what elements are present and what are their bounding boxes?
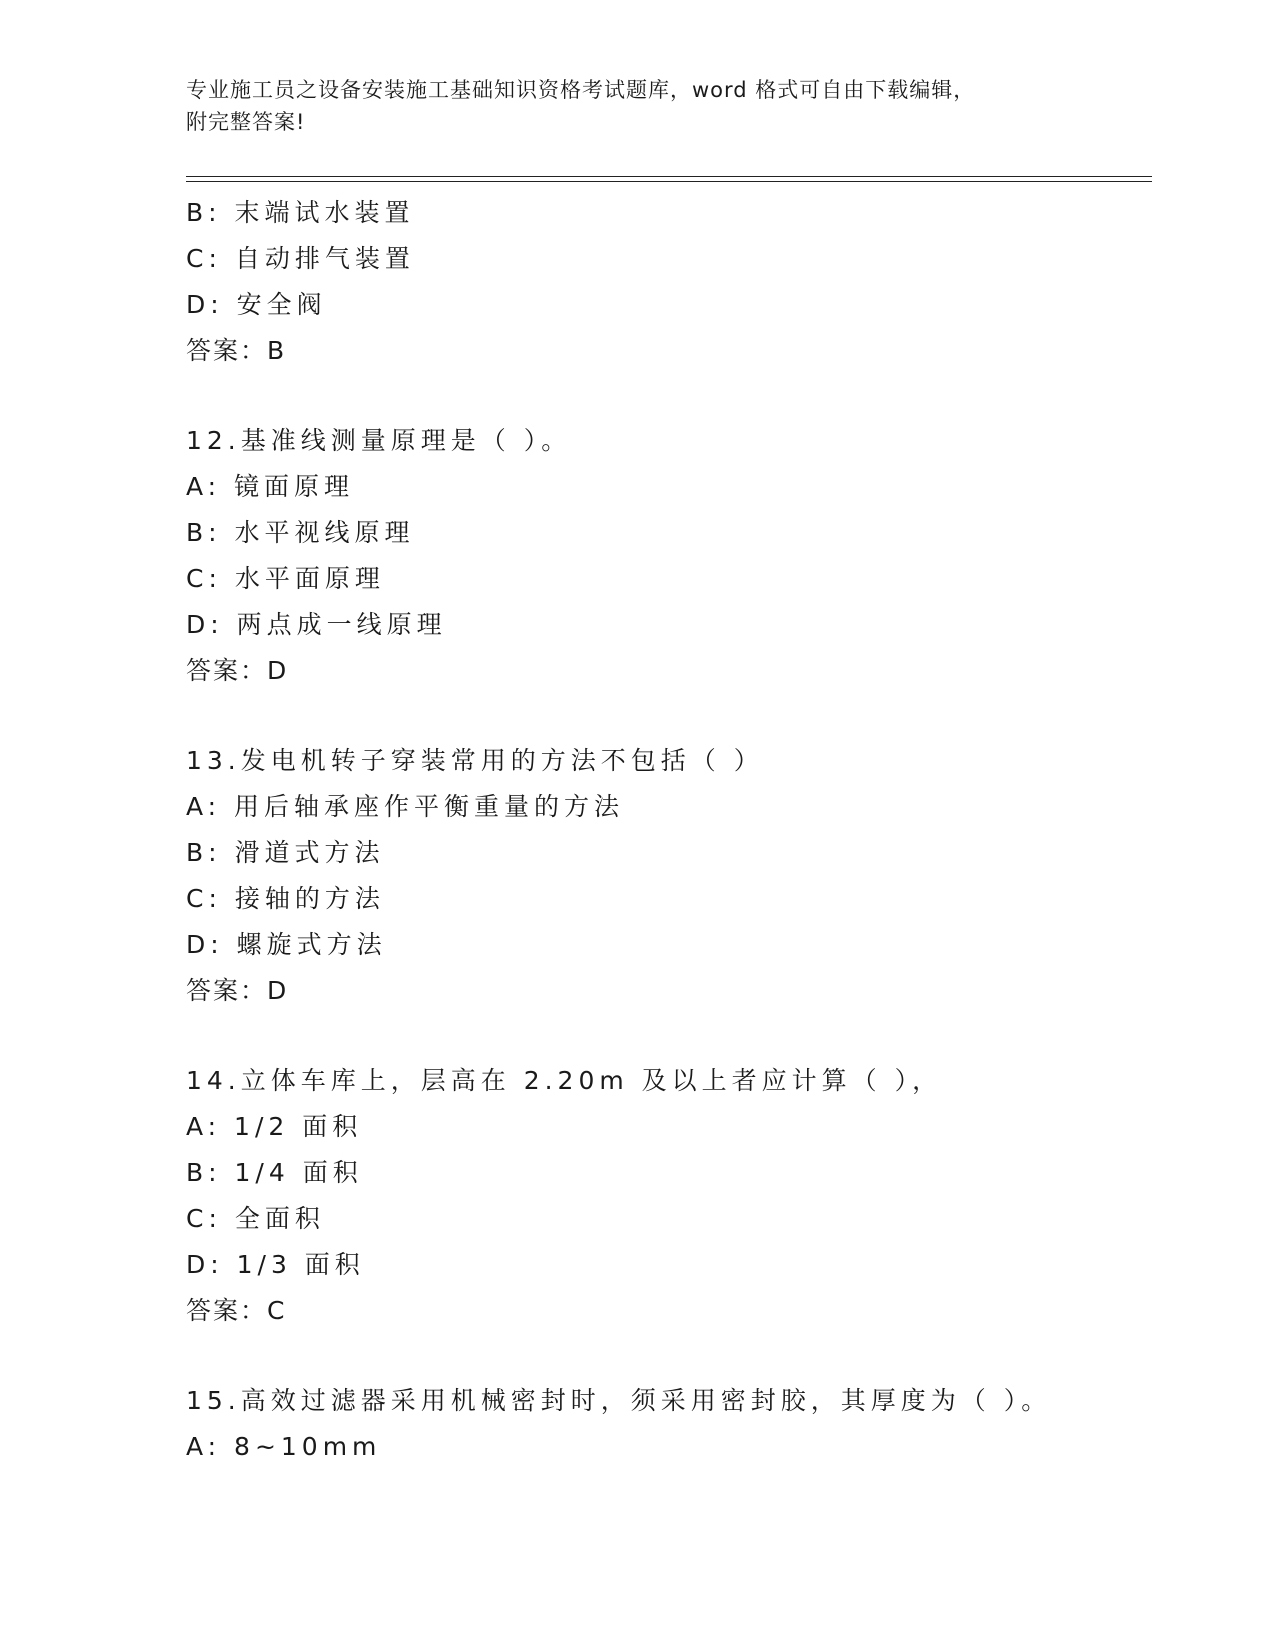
option-d: D: 安全阀 <box>186 290 327 319</box>
header-line-2: 附完整答案! <box>186 110 306 134</box>
question-text: 12.基准线测量原理是（ ）。 <box>186 426 572 455</box>
option-a: A: 镜面原理 <box>186 472 355 501</box>
question-block <box>186 1378 1146 1470</box>
answer-line: 答案：C <box>186 1296 287 1325</box>
question-block <box>186 190 1146 374</box>
answer-line: 答案：D <box>186 976 289 1005</box>
option-c: C: 自动排气装置 <box>186 244 415 273</box>
question-block <box>186 738 1146 1014</box>
option-d: D: 两点成一线原理 <box>186 610 447 639</box>
header-divider-top <box>186 176 1152 177</box>
option-b: B: 末端试水装置 <box>186 198 415 227</box>
question-list <box>186 190 1146 1470</box>
option-a: A: 1/2 面积 <box>186 1112 363 1141</box>
option-c: C: 接轴的方法 <box>186 884 385 913</box>
answer-line: 答案：B <box>186 336 287 365</box>
question-text: 14.立体车库上，层高在 2.20m 及以上者应计算（ ）， <box>186 1066 943 1095</box>
question-text: 13.发电机转子穿装常用的方法不包括（ ） <box>186 746 764 775</box>
option-a: A: 8~10mm <box>186 1432 382 1461</box>
option-c: C: 水平面原理 <box>186 564 385 593</box>
option-d: D: 1/3 面积 <box>186 1250 365 1279</box>
option-a: A: 用后轴承座作平衡重量的方法 <box>186 792 625 821</box>
option-c: C: 全面积 <box>186 1204 325 1233</box>
option-d: D: 螺旋式方法 <box>186 930 387 959</box>
header-divider-bottom <box>186 181 1152 182</box>
question-block <box>186 418 1146 694</box>
option-b: B: 1/4 面积 <box>186 1158 363 1187</box>
document-header <box>186 74 1086 138</box>
option-b: B: 滑道式方法 <box>186 838 385 867</box>
question-block <box>186 1058 1146 1334</box>
header-line-1: 专业施工员之设备安装施工基础知识资格考试题库，word 格式可自由下载编辑， <box>186 78 976 102</box>
question-text: 15.高效过滤器采用机械密封时，须采用密封胶，其厚度为（ ）。 <box>186 1386 1052 1415</box>
option-b: B: 水平视线原理 <box>186 518 415 547</box>
answer-line: 答案：D <box>186 656 289 685</box>
